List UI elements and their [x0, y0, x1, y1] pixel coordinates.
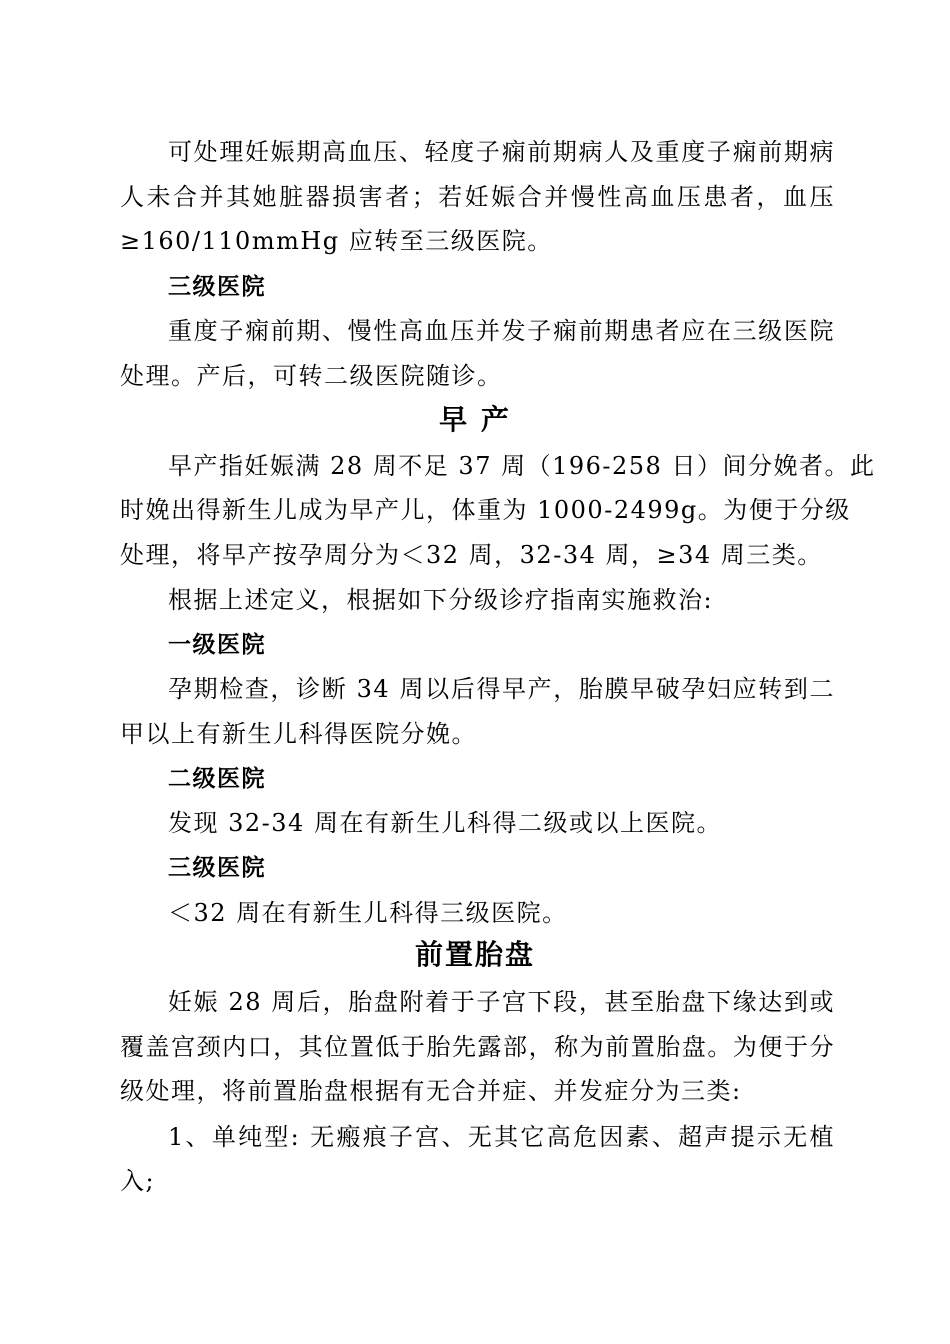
paragraph-line: ＜32 周在有新生儿科得三级医院。 [168, 899, 568, 927]
section-title-preterm: 早 产 [439, 403, 511, 436]
paragraph-line: 早产指妊娠满 28 周不足 37 周（196-258 日）间分娩者。此 [168, 452, 876, 480]
paragraph-line: 根据上述定义，根据如下分级诊疗指南实施救治: [168, 586, 714, 614]
paragraph-line: 覆盖宫颈内口，其位置低于胎先露部，称为前置胎盘。为便于分 [120, 1033, 835, 1061]
list-item-line: 1、单纯型: 无瘢痕子宫、无其它高危因素、超声提示无植 [168, 1123, 835, 1151]
section-title-placenta-previa: 前置胎盘 [414, 938, 535, 971]
paragraph-line: 级处理，将前置胎盘根据有无合并症、并发症分为三类: [120, 1077, 742, 1105]
paragraph-line: 发现 32-34 周在有新生儿科得二级或以上医院。 [168, 809, 722, 837]
subheading-level2-hospital: 二级医院 [168, 766, 266, 792]
paragraph-line: ≥160/110mmHg 应转至三级医院。 [120, 227, 553, 255]
subheading-level1-hospital: 一级医院 [168, 632, 266, 658]
paragraph-line: 处理，将早产按孕周分为＜32 周，32-34 周，≥34 周三类。 [120, 541, 823, 569]
paragraph-line: 可处理妊娠期高血压、轻度子痫前期病人及重度子痫前期病 [168, 138, 835, 166]
paragraph-line: 甲以上有新生儿科得医院分娩。 [120, 720, 477, 748]
paragraph-line: 时娩出得新生儿成为早产儿，体重为 1000-2499g。为便于分级 [120, 496, 851, 524]
subheading-level3-hospital: 三级医院 [168, 855, 266, 881]
list-item-line: 入; [120, 1167, 156, 1195]
paragraph-line: 处理。产后，可转二级医院随诊。 [120, 362, 503, 390]
subheading-level3-hospital: 三级医院 [168, 274, 266, 300]
paragraph-line: 人未合并其她脏器损害者；若妊娠合并慢性高血压患者，血压 [120, 183, 835, 211]
paragraph-line: 孕期检查，诊断 34 周以后得早产，胎膜早破孕妇应转到二 [168, 675, 835, 703]
paragraph-line: 重度子痫前期、慢性高血压并发子痫前期患者应在三级医院 [168, 317, 835, 345]
paragraph-line: 妊娠 28 周后，胎盘附着于子宫下段，甚至胎盘下缘达到或 [168, 988, 835, 1016]
